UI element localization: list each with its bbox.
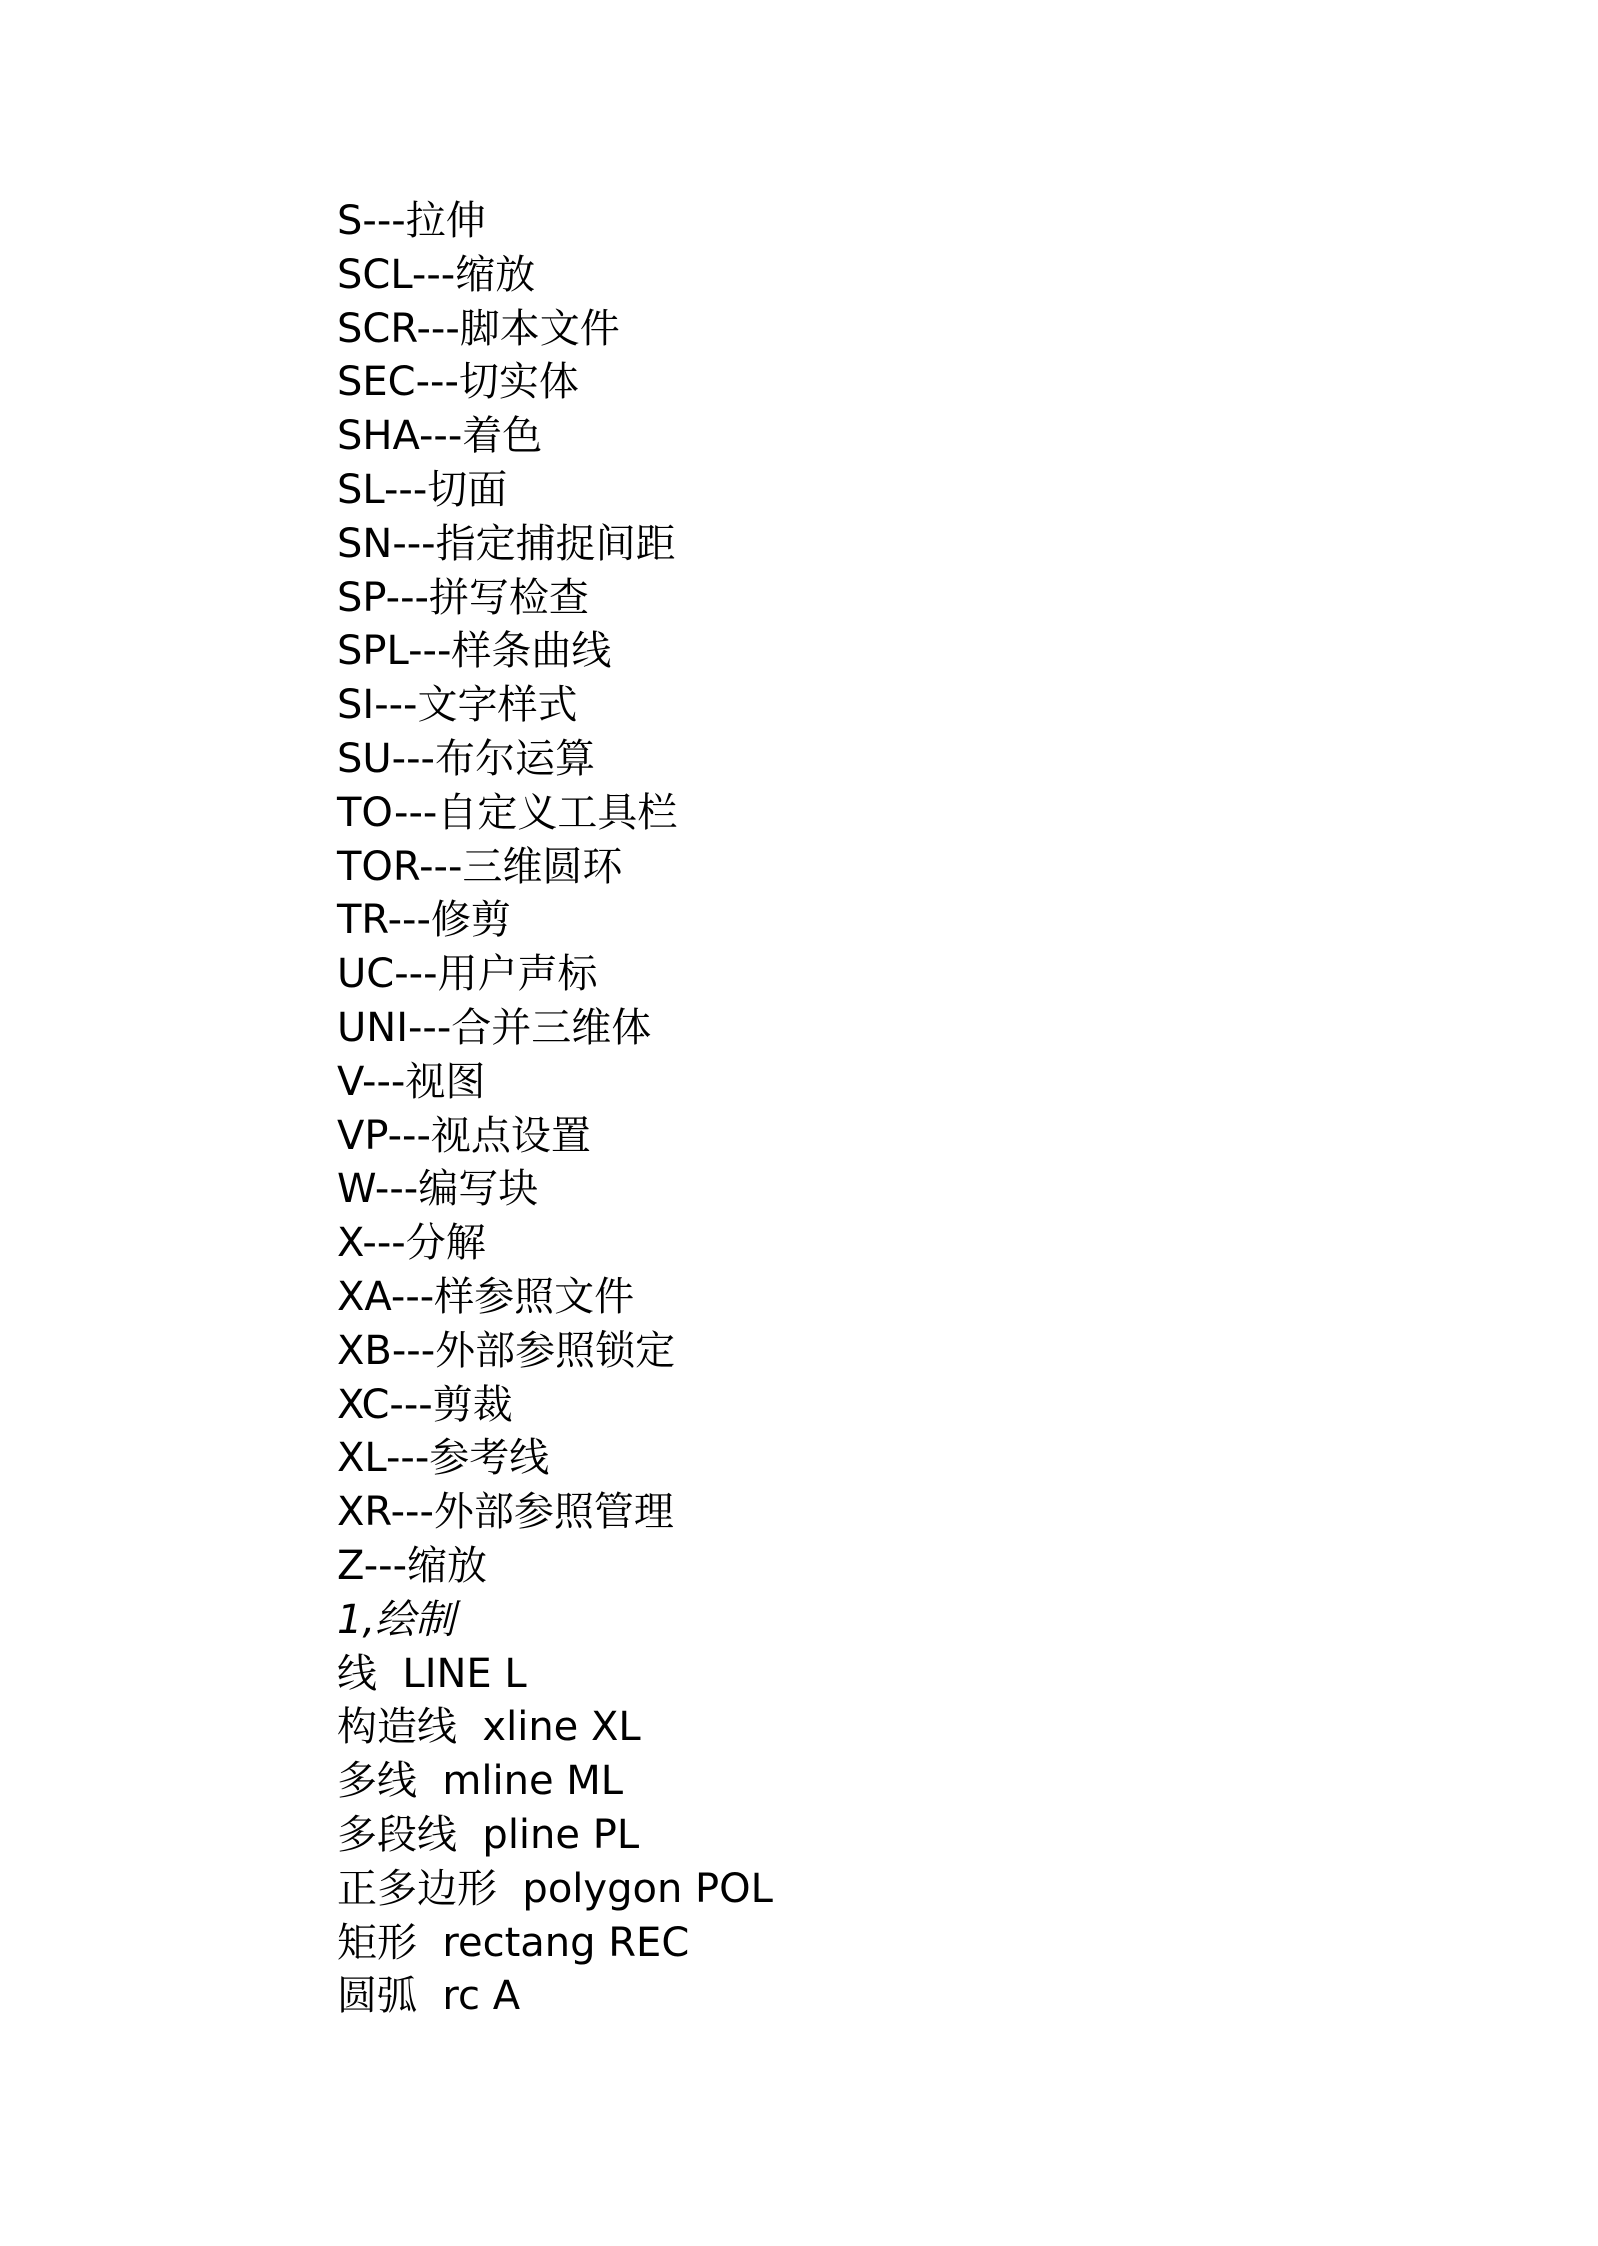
abbreviation-line: XC---剪裁 (337, 1381, 513, 1428)
draw-command-line: 圆弧 rc A (337, 1973, 521, 2020)
abbreviation-line: XA---样参照文件 (337, 1273, 635, 1320)
section-heading: 1,绘制 (337, 1596, 456, 1643)
draw-command-line: 构造线 xline XL (337, 1704, 641, 1751)
abbreviation-line: SHA---着色 (337, 413, 543, 460)
abbreviation-line: SI---文字样式 (337, 682, 578, 729)
abbreviation-line: SCL---缩放 (337, 251, 536, 298)
draw-command-line: 矩形 rectang REC (337, 1919, 690, 1966)
draw-command-line: 线 LINE L (337, 1650, 527, 1697)
abbreviation-line: TOR---三维圆环 (337, 843, 623, 890)
abbreviation-line: X---分解 (337, 1220, 486, 1267)
draw-command-line: 正多边形 polygon POL (337, 1865, 773, 1912)
abbreviation-line: UC---用户声标 (337, 951, 598, 998)
abbreviation-line: XB---外部参照锁定 (337, 1327, 676, 1374)
abbreviation-line: SU---布尔运算 (337, 735, 595, 782)
abbreviation-line: SL---切面 (337, 466, 508, 513)
abbreviation-line: TR---修剪 (337, 897, 511, 944)
abbreviation-line: S---拉伸 (337, 198, 486, 244)
abbreviation-line: VP---视点设置 (337, 1112, 591, 1159)
abbreviation-line: V---视图 (337, 1058, 486, 1105)
abbreviation-line: SP---拼写检查 (337, 574, 589, 621)
abbreviation-line: SEC---切实体 (337, 359, 579, 406)
abbreviation-line: XL---参考线 (337, 1435, 550, 1482)
draw-command-line: 多线 mline ML (337, 1758, 624, 1805)
abbreviation-line: XR---外部参照管理 (337, 1489, 674, 1536)
document-body (337, 195, 1437, 2024)
abbreviation-line: Z---缩放 (337, 1542, 487, 1589)
abbreviation-line: W---编写块 (337, 1166, 539, 1213)
abbreviation-line: TO---自定义工具栏 (337, 789, 678, 836)
abbreviation-line: UNI---合并三维体 (337, 1004, 652, 1051)
abbreviation-line: SCR---脚本文件 (337, 305, 620, 352)
draw-command-line: 多段线 pline PL (337, 1811, 640, 1858)
abbreviation-line: SPL---样条曲线 (337, 628, 612, 675)
abbreviation-line: SN---指定捕捉间距 (337, 520, 676, 567)
